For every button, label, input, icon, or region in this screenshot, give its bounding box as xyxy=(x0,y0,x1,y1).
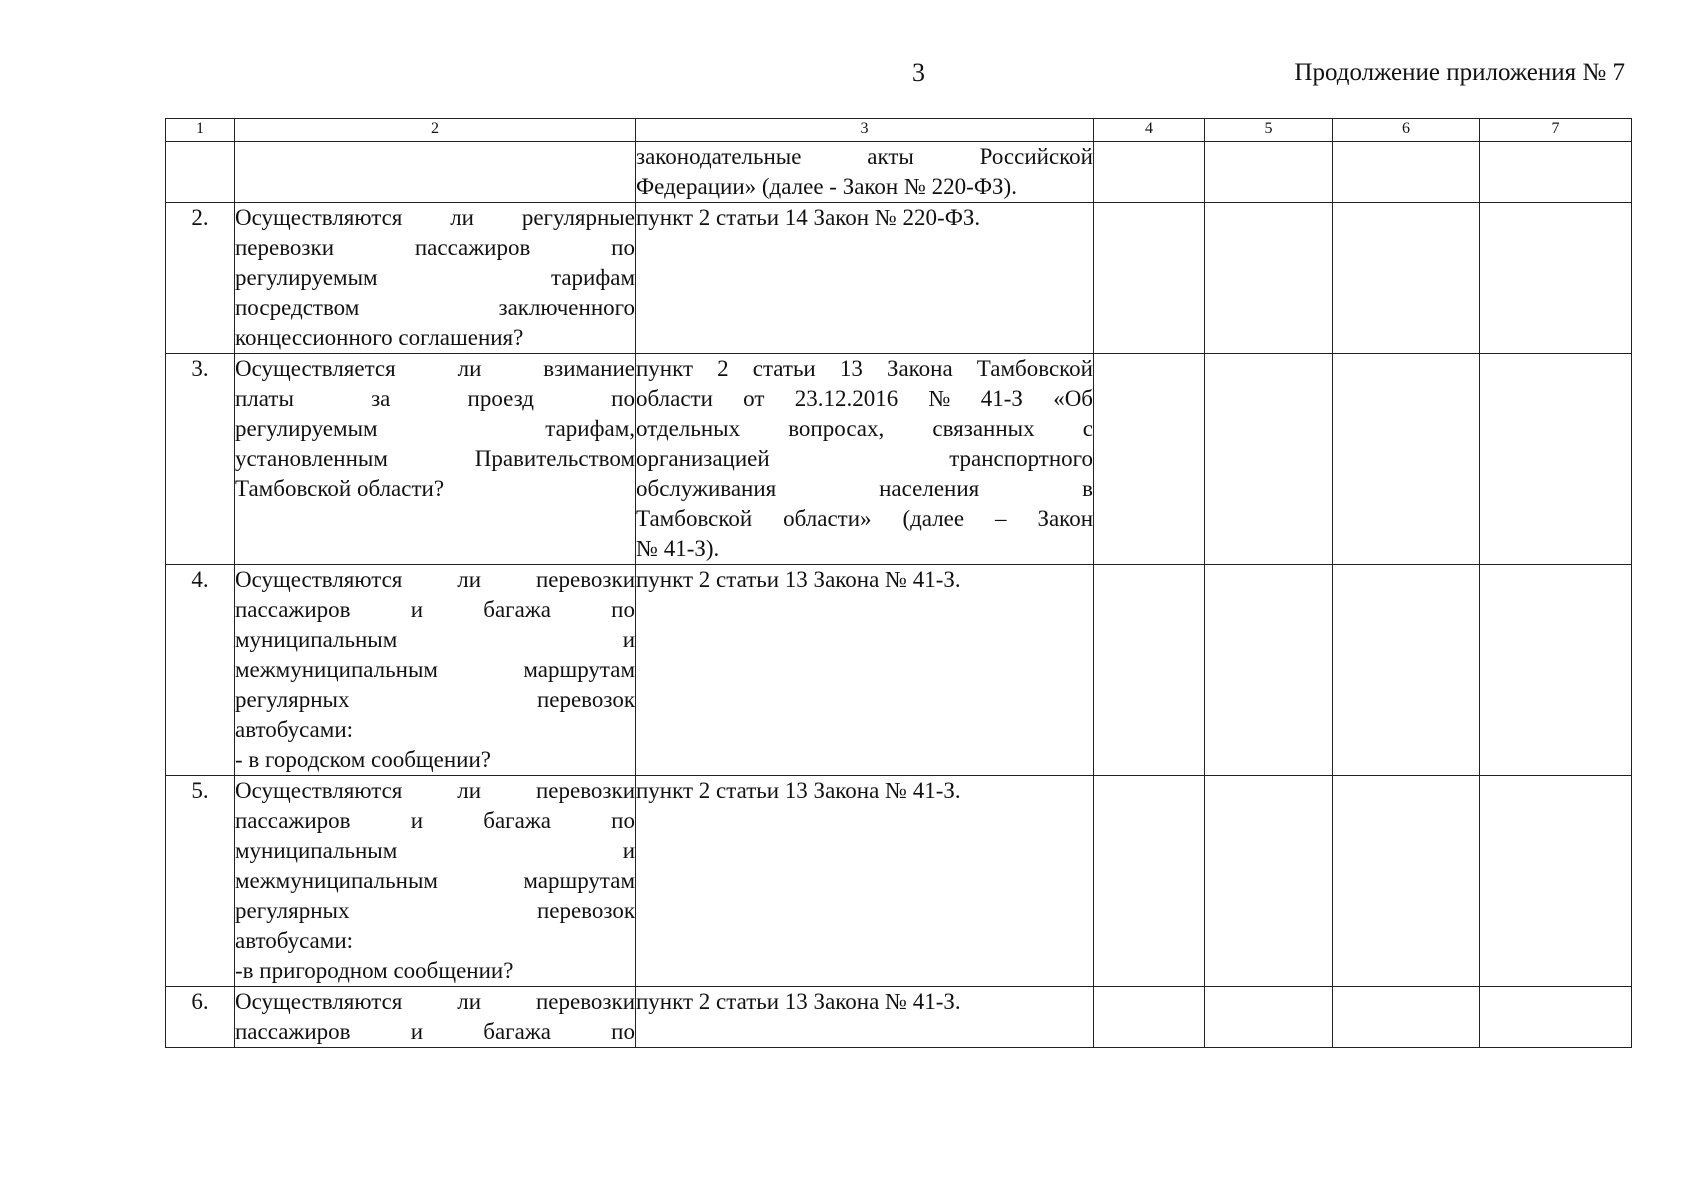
row-number: 3. xyxy=(166,354,235,565)
reference-line xyxy=(636,384,1093,414)
question-word: Осуществляются xyxy=(235,778,403,803)
question-word: перевозки xyxy=(536,989,635,1014)
answer-cell xyxy=(1094,987,1205,1048)
question-line xyxy=(235,595,635,625)
reference-word: вопросах, xyxy=(788,416,885,441)
reference-word: населения xyxy=(879,476,980,501)
question-word: и xyxy=(622,627,635,652)
question-word: регулярных xyxy=(235,898,350,923)
table-row xyxy=(166,142,1632,203)
reference-word: пункт xyxy=(636,356,694,381)
reference-word: Тамбовской xyxy=(976,356,1093,381)
question-line xyxy=(235,685,635,715)
reference-word: – xyxy=(995,506,1007,531)
reference-word: области» xyxy=(783,506,872,531)
question-word: посредством xyxy=(235,295,360,320)
question-word: по xyxy=(611,1019,635,1044)
table-row xyxy=(166,565,1632,776)
question-line xyxy=(235,866,635,896)
column-header: 6 xyxy=(1333,119,1480,142)
reference-word: 23.12.2016 xyxy=(794,386,899,411)
answer-cell xyxy=(1480,203,1632,354)
column-header: 4 xyxy=(1094,119,1205,142)
reference-line: Федерации» (далее - Закон № 220-ФЗ). xyxy=(636,174,1017,199)
reference-word: № xyxy=(928,386,951,411)
reference-line: пункт 2 статьи 14 Закон № 220-ФЗ. xyxy=(636,205,981,230)
row-number: 6. xyxy=(166,987,235,1048)
question-cell xyxy=(235,565,636,776)
table-row xyxy=(166,203,1632,354)
question-cell xyxy=(235,776,636,987)
question-line: концессионного соглашения? xyxy=(235,325,524,350)
legal-reference-cell xyxy=(636,354,1094,565)
question-line: автобусами: xyxy=(235,928,354,953)
reference-word: 2 xyxy=(717,356,729,381)
question-word: маршрутам xyxy=(523,868,635,893)
question-word: регулярных xyxy=(235,687,350,712)
question-word: заключенного xyxy=(498,295,635,320)
answer-cell xyxy=(1333,776,1480,987)
question-line xyxy=(235,444,635,474)
question-word: пассажиров xyxy=(235,1019,351,1044)
question-word: по xyxy=(611,597,635,622)
question-line xyxy=(235,625,635,655)
question-line xyxy=(235,203,635,233)
answer-cell xyxy=(1333,354,1480,565)
legal-reference-cell xyxy=(636,776,1094,987)
row-number xyxy=(166,142,235,203)
question-cell xyxy=(235,203,636,354)
answer-cell xyxy=(1480,142,1632,203)
reference-word: с xyxy=(1082,416,1093,441)
question-line: Тамбовской области? xyxy=(235,476,445,501)
answer-cell xyxy=(1094,142,1205,203)
reference-line xyxy=(636,444,1093,474)
question-word: взимание xyxy=(543,356,635,381)
reference-word: «Об xyxy=(1053,386,1093,411)
question-word: регулируемым xyxy=(235,416,378,441)
question-word: и xyxy=(410,597,424,622)
answer-cell xyxy=(1333,565,1480,776)
question-word: регулируемым xyxy=(235,265,378,290)
question-line xyxy=(235,1017,635,1047)
reference-word: транспортного xyxy=(949,446,1093,471)
reference-word: Закон xyxy=(1037,506,1093,531)
question-word: проезд xyxy=(467,386,534,411)
row-number: 5. xyxy=(166,776,235,987)
table-row xyxy=(166,354,1632,565)
answer-cell xyxy=(1480,354,1632,565)
question-line xyxy=(235,806,635,836)
answer-cell xyxy=(1094,565,1205,776)
reference-line xyxy=(636,354,1093,384)
question-word: межмуниципальным xyxy=(235,868,438,893)
reference-word: обслуживания xyxy=(636,476,777,501)
reference-line xyxy=(636,414,1093,444)
question-word: межмуниципальным xyxy=(235,657,438,682)
question-line xyxy=(235,776,635,806)
reference-line: пункт 2 статьи 13 Закона № 41-З. xyxy=(636,567,961,592)
reference-word: в xyxy=(1082,476,1093,501)
question-word: ли xyxy=(450,205,474,230)
answer-cell xyxy=(1205,142,1333,203)
question-word: багажа xyxy=(483,1019,551,1044)
reference-word: статьи xyxy=(752,356,816,381)
question-line xyxy=(235,293,635,323)
question-word: Осуществляются xyxy=(235,567,403,592)
answer-cell xyxy=(1205,776,1333,987)
legal-reference-cell xyxy=(636,203,1094,354)
question-word: Правительством xyxy=(474,446,635,471)
question-cell xyxy=(235,354,636,565)
reference-word: законодательные xyxy=(636,144,802,169)
question-word: муниципальным xyxy=(235,627,398,652)
question-word: багажа xyxy=(483,808,551,833)
answer-cell xyxy=(1480,987,1632,1048)
reference-word: Российской xyxy=(979,144,1093,169)
question-word: установленным xyxy=(235,446,388,471)
answer-cell xyxy=(1205,203,1333,354)
table-header-row xyxy=(166,119,1632,142)
reference-word: 13 xyxy=(839,356,863,381)
row-number: 2. xyxy=(166,203,235,354)
question-word: Осуществляются xyxy=(235,989,403,1014)
table-row xyxy=(166,776,1632,987)
question-word: маршрутам xyxy=(523,657,635,682)
question-word: за xyxy=(371,386,391,411)
row-number: 4. xyxy=(166,565,235,776)
table-row xyxy=(166,987,1632,1048)
reference-word: отдельных xyxy=(636,416,741,441)
question-word: Осуществляются xyxy=(235,205,403,230)
column-header: 1 xyxy=(166,119,235,142)
question-line xyxy=(235,987,635,1017)
reference-line xyxy=(636,474,1093,504)
answer-cell xyxy=(1480,776,1632,987)
reference-line xyxy=(636,504,1093,534)
question-line xyxy=(235,565,635,595)
question-word: перевозки xyxy=(536,567,635,592)
reference-word: (далее xyxy=(902,506,965,531)
answer-cell xyxy=(1094,354,1205,565)
question-line xyxy=(235,896,635,926)
reference-line: № 41-З). xyxy=(636,536,720,561)
reference-word: организацией xyxy=(636,446,770,471)
question-cell xyxy=(235,142,636,203)
question-word: платы xyxy=(235,386,294,411)
question-word: тарифам, xyxy=(545,416,635,441)
column-header: 2 xyxy=(235,119,636,142)
reference-word: Тамбовской xyxy=(636,506,753,531)
page-number: 3 xyxy=(912,58,925,87)
answer-cell xyxy=(1094,203,1205,354)
question-word: по xyxy=(611,235,635,260)
question-line xyxy=(235,354,635,384)
question-word: перевозок xyxy=(536,898,635,923)
reference-line: пункт 2 статьи 13 Закона № 41-З. xyxy=(636,989,961,1014)
answer-cell xyxy=(1333,987,1480,1048)
question-word: и xyxy=(410,808,424,833)
question-word: ли xyxy=(457,356,482,381)
reference-word: области xyxy=(636,386,713,411)
reference-line: пункт 2 статьи 13 Закона № 41-З. xyxy=(636,778,961,803)
question-word: регулярные xyxy=(521,205,635,230)
reference-word: связанных xyxy=(932,416,1035,441)
question-line xyxy=(235,233,635,263)
column-header: 7 xyxy=(1480,119,1632,142)
answer-cell xyxy=(1094,776,1205,987)
question-word: перевозки xyxy=(235,235,334,260)
answer-cell xyxy=(1480,565,1632,776)
answer-cell xyxy=(1205,354,1333,565)
question-word: ли xyxy=(457,989,482,1014)
answer-cell xyxy=(1333,203,1480,354)
question-word: и xyxy=(410,1019,424,1044)
question-word: пассажиров xyxy=(414,235,531,260)
question-word: пассажиров xyxy=(235,808,351,833)
question-line: - в городском сообщении? xyxy=(235,747,491,772)
question-word: перевозки xyxy=(536,778,635,803)
page-header-title: Продолжение приложения № 7 xyxy=(1294,59,1625,86)
column-header: 3 xyxy=(636,119,1094,142)
question-line xyxy=(235,655,635,685)
question-line xyxy=(235,414,635,444)
question-line xyxy=(235,384,635,414)
column-header: 5 xyxy=(1205,119,1333,142)
reference-word: Закона xyxy=(886,356,953,381)
legal-reference-cell xyxy=(636,142,1094,203)
question-word: по xyxy=(611,386,635,411)
question-word: по xyxy=(611,808,635,833)
checklist-table xyxy=(165,118,1632,1048)
question-word: ли xyxy=(457,567,482,592)
question-cell xyxy=(235,987,636,1048)
answer-cell xyxy=(1205,987,1333,1048)
question-line xyxy=(235,836,635,866)
question-line xyxy=(235,263,635,293)
question-word: и xyxy=(622,838,635,863)
question-line: автобусами: xyxy=(235,717,354,742)
question-line: -в пригородном сообщении? xyxy=(235,958,514,983)
answer-cell xyxy=(1333,142,1480,203)
question-word: пассажиров xyxy=(235,597,351,622)
reference-word: 41-З xyxy=(980,386,1023,411)
reference-word: акты xyxy=(867,144,914,169)
question-word: Осуществляется xyxy=(235,356,396,381)
legal-reference-cell xyxy=(636,565,1094,776)
question-word: багажа xyxy=(483,597,551,622)
answer-cell xyxy=(1205,565,1333,776)
reference-word: от xyxy=(743,386,765,411)
reference-line xyxy=(636,142,1093,172)
question-word: тарифам xyxy=(550,265,635,290)
question-word: ли xyxy=(457,778,482,803)
question-word: перевозок xyxy=(536,687,635,712)
legal-reference-cell xyxy=(636,987,1094,1048)
question-word: муниципальным xyxy=(235,838,398,863)
